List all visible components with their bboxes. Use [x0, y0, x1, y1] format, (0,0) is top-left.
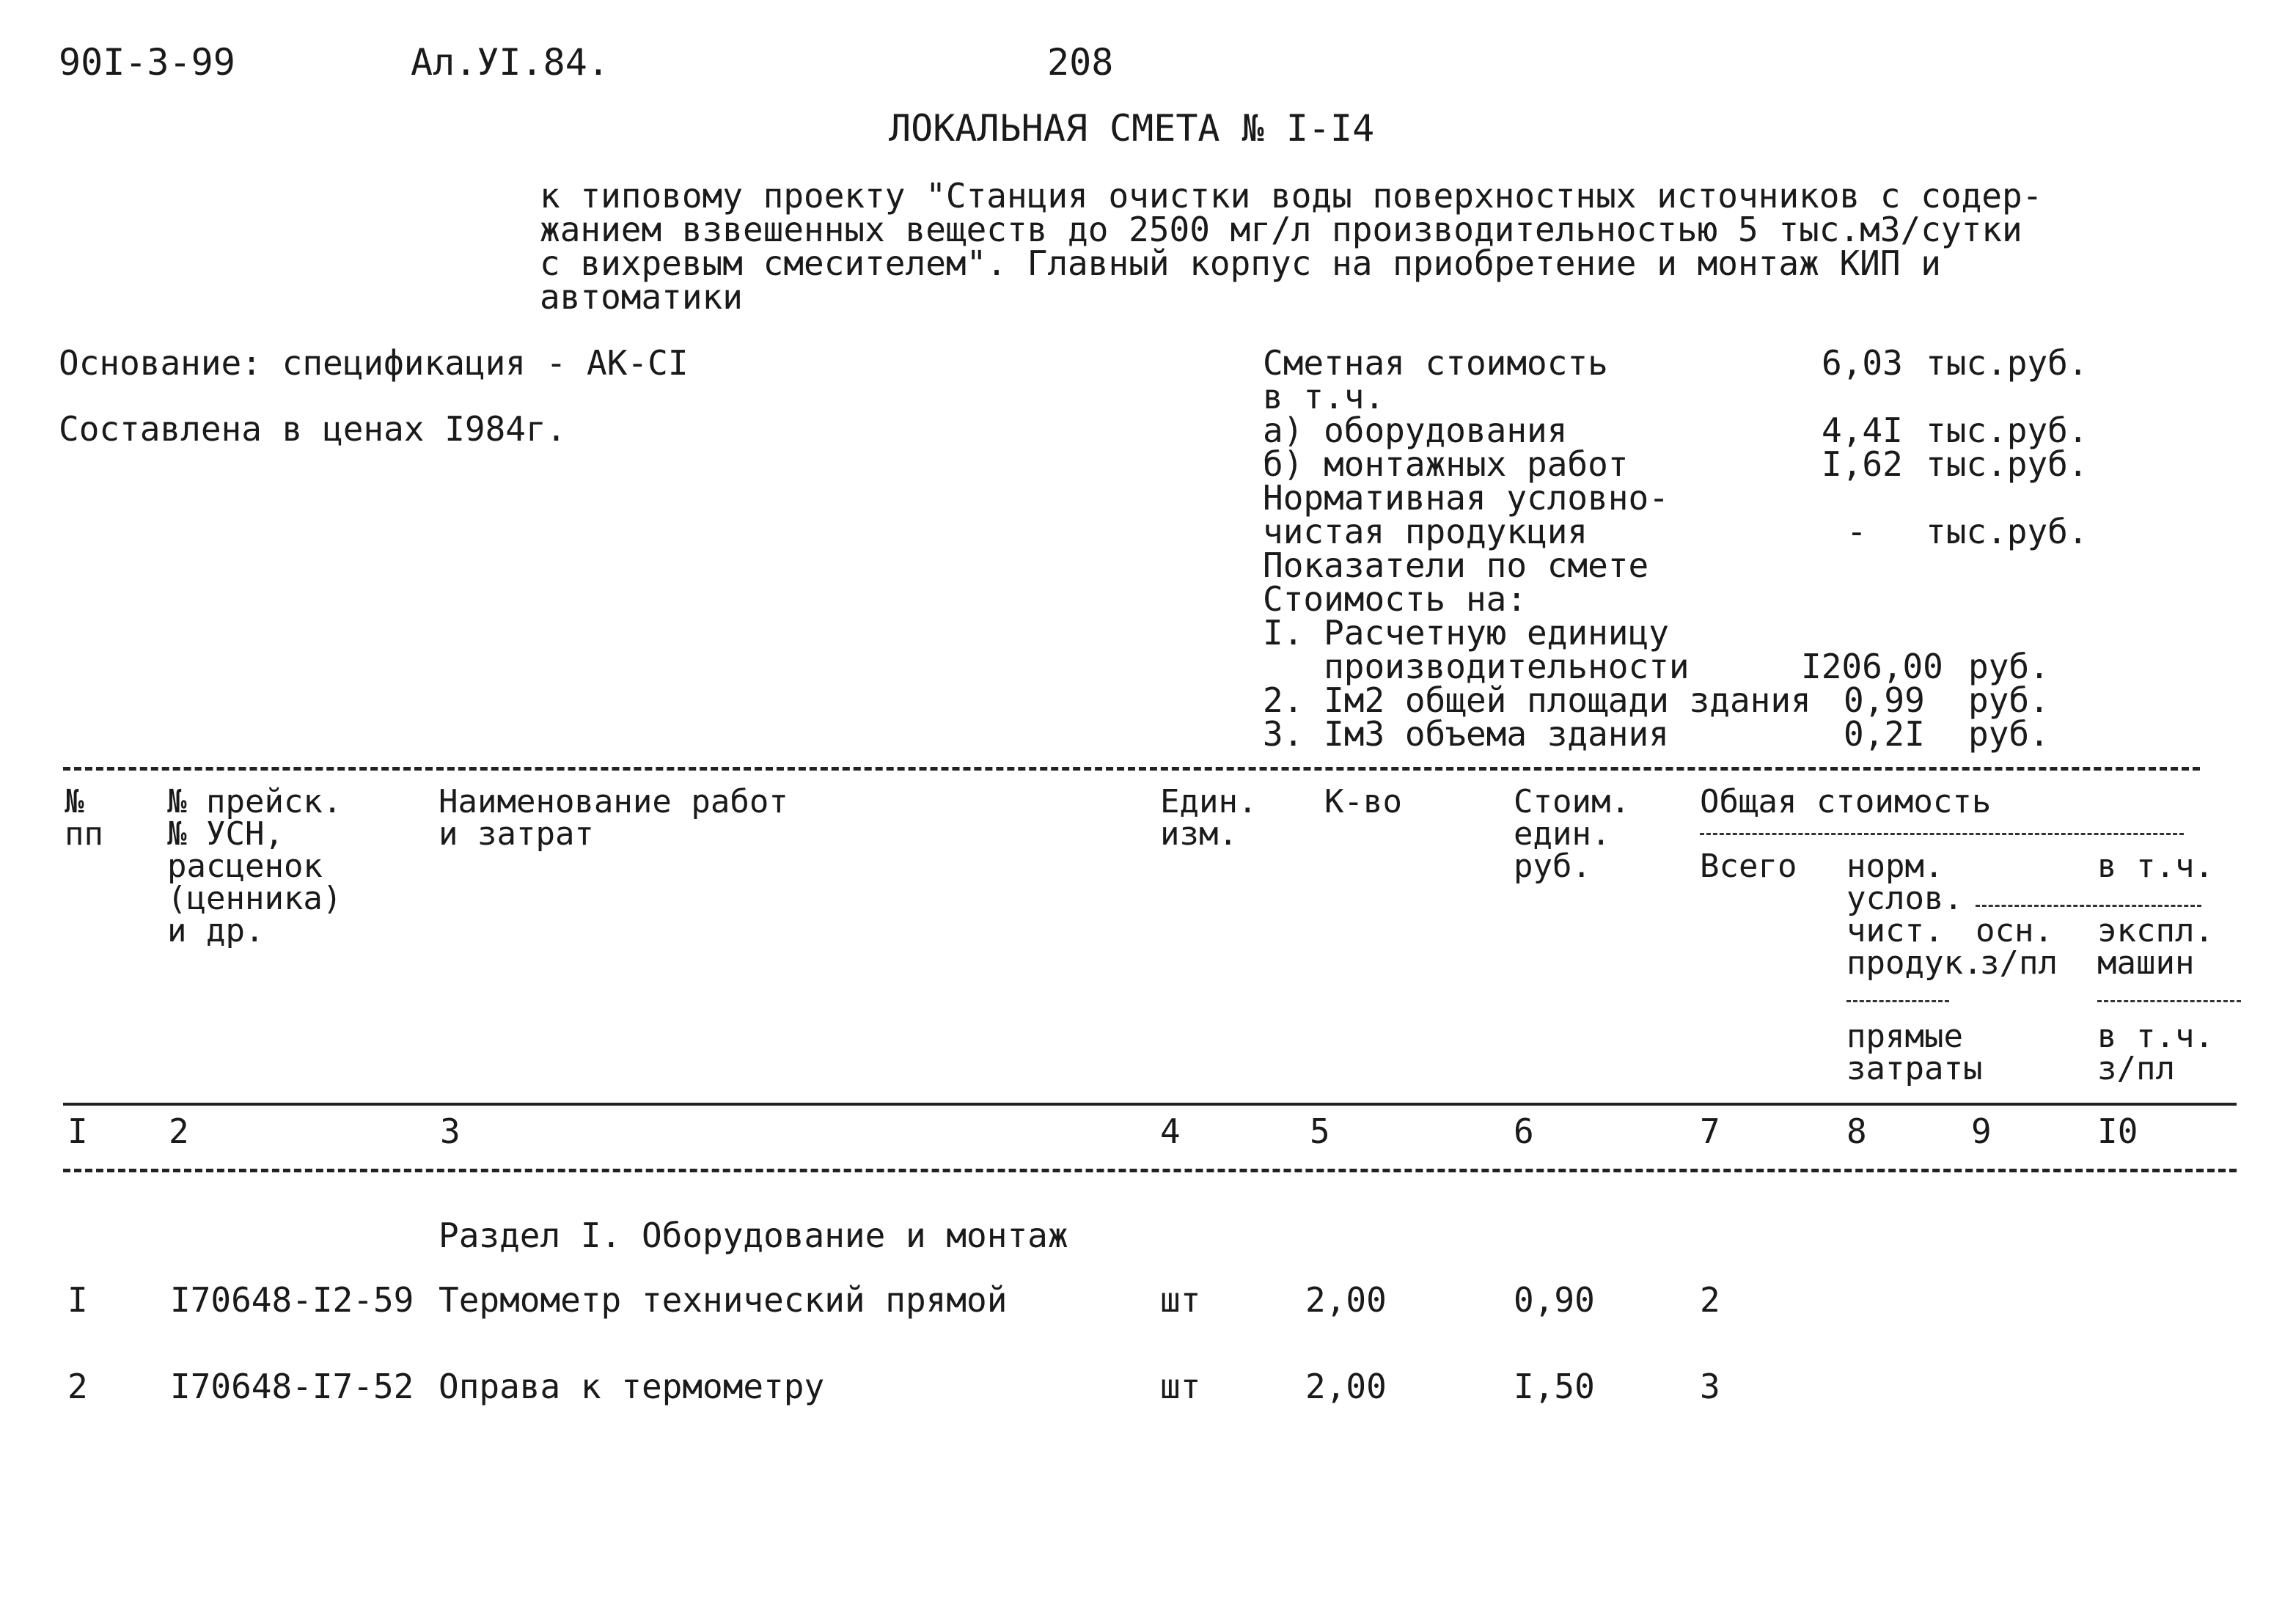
- header-total-cost: Общая стоимость: [1700, 783, 1992, 820]
- subtitle-line: жанием взвешенных веществ до 2500 мг/л производительностью 5 тыс.м3/сутки: [540, 210, 2022, 249]
- row-qty: 2,00: [1305, 1367, 1387, 1406]
- document-title: ЛОКАЛЬНАЯ СМЕТА № I-I4: [889, 107, 1375, 150]
- estimate-label: а) оборудования: [1263, 411, 1568, 450]
- table-rule: [63, 1103, 2237, 1106]
- row-number: 2: [67, 1367, 88, 1406]
- estimate-label: чистая продукция: [1263, 512, 1588, 551]
- header-incl: в т.ч.: [2097, 848, 2214, 885]
- indicator-label: 3. Iм3 объема здания: [1263, 714, 1669, 754]
- header-norm: чист.: [1846, 912, 1944, 949]
- row-unit: шт: [1160, 1367, 1201, 1406]
- estimate-value: 6,03: [1822, 343, 1903, 383]
- indicator-value: 0,99: [1844, 680, 1925, 720]
- header-col2: № УСН,: [167, 815, 284, 853]
- header-col2: и др.: [167, 912, 265, 949]
- header-incl-zpl: в т.ч.: [2097, 1018, 2214, 1055]
- estimate-unit: тыс.руб.: [1926, 343, 2088, 383]
- header-norm: норм.: [1846, 848, 1944, 885]
- column-number: I0: [2097, 1112, 2138, 1151]
- row-code: I70648-I7-52: [170, 1367, 414, 1406]
- row-unit: шт: [1160, 1280, 1201, 1320]
- header-osn: з/пл: [1980, 944, 2058, 982]
- estimate-label: Стоимость на:: [1263, 579, 1527, 619]
- header-expl: машин: [2097, 944, 2195, 982]
- header-osn: осн.: [1976, 912, 2053, 949]
- header-col1: пп: [65, 815, 103, 853]
- table-rule: [63, 1169, 2237, 1172]
- estimate-unit: тыс.руб.: [1926, 512, 2088, 551]
- row-name: Термометр технический прямой: [439, 1280, 1008, 1320]
- header-rule: [1846, 1000, 1949, 1002]
- estimate-value: -: [1846, 512, 1867, 551]
- basis-text: Основание: спецификация - АК-СI: [59, 343, 689, 383]
- section-title: Раздел I. Оборудование и монтаж: [439, 1216, 1068, 1255]
- header-rule: [1700, 833, 2184, 835]
- header-col2: (ценника): [167, 880, 342, 917]
- estimate-label: б) монтажных работ: [1263, 444, 1629, 484]
- row-name: Оправа к термометру: [439, 1367, 825, 1406]
- column-number: 7: [1700, 1112, 1720, 1151]
- indicator-value: 0,2I: [1844, 714, 1925, 754]
- row-qty: 2,00: [1305, 1280, 1387, 1320]
- column-number: 5: [1310, 1112, 1330, 1151]
- column-number: 6: [1514, 1112, 1534, 1151]
- indicator-unit: руб.: [1968, 680, 2050, 720]
- header-direct: затраты: [1846, 1050, 1983, 1087]
- estimate-value: I,62: [1822, 444, 1903, 484]
- header-col4: Един.: [1160, 783, 1258, 820]
- indicator-value: I206,00: [1801, 647, 1943, 686]
- row-price: I,50: [1514, 1367, 1595, 1406]
- subtitle-line: к типовому проекту "Станция очистки воды поверхностных источников с содер-: [540, 176, 2043, 216]
- estimate-value: 4,4I: [1822, 411, 1903, 450]
- header-col6: един.: [1514, 815, 1611, 853]
- indicator-label: производительности: [1263, 647, 1690, 686]
- column-number: 3: [440, 1112, 461, 1151]
- row-total: 3: [1700, 1367, 1720, 1406]
- row-price: 0,90: [1514, 1280, 1595, 1320]
- estimate-label: I. Расчетную единицу: [1263, 613, 1669, 653]
- row-code: I70648-I2-59: [170, 1280, 414, 1320]
- prices-text: Составлена в ценах I984г.: [59, 409, 567, 449]
- header-col3: Наименование работ: [439, 783, 788, 820]
- indicator-unit: руб.: [1968, 714, 2050, 754]
- subtitle-line: с вихревым смесителем". Главный корпус на приобретение и монтаж КИП и: [540, 243, 1941, 283]
- indicator-unit: руб.: [1968, 647, 2050, 686]
- estimate-label: в т.ч.: [1263, 377, 1385, 416]
- row-total: 2: [1700, 1280, 1720, 1320]
- header-expl: экспл.: [2097, 912, 2214, 949]
- header-direct: прямые: [1846, 1018, 1963, 1055]
- estimate-unit: тыс.руб.: [1926, 411, 2088, 450]
- page-number: 208: [1047, 41, 1114, 84]
- estimate-label: Сметная стоимость: [1263, 343, 1608, 383]
- album-number: Ал.УI.84.: [411, 41, 609, 84]
- indicator-label: 2. Iм2 общей площади здания: [1263, 680, 1811, 720]
- header-col6: руб.: [1514, 848, 1591, 885]
- header-all: Всего: [1700, 848, 1797, 885]
- column-number: I: [67, 1112, 88, 1151]
- estimate-unit: тыс.руб.: [1926, 444, 2088, 484]
- header-incl-zpl: з/пл: [2097, 1050, 2175, 1087]
- header-rule: [1976, 905, 2201, 907]
- document-code: 90I-3-99: [59, 41, 235, 84]
- table-top-rule: [63, 767, 2200, 771]
- subtitle-line: автоматики: [540, 277, 743, 317]
- header-col5: К-во: [1324, 783, 1402, 820]
- header-norm: продук.: [1846, 944, 1983, 982]
- header-col2: № прейск.: [167, 783, 342, 820]
- estimate-label: Показатели по смете: [1263, 545, 1649, 585]
- header-norm: услов.: [1846, 880, 1963, 917]
- column-number: 2: [169, 1112, 189, 1151]
- header-col2: расценок: [167, 848, 323, 885]
- column-number: 4: [1160, 1112, 1181, 1151]
- header-col3: и затрат: [439, 815, 594, 853]
- column-number: 8: [1846, 1112, 1867, 1151]
- header-col1: №: [65, 783, 84, 820]
- header-col6: Стоим.: [1514, 783, 1630, 820]
- header-col4: изм.: [1160, 815, 1238, 853]
- estimate-label: Нормативная условно-: [1263, 478, 1669, 518]
- header-rule: [2097, 1000, 2241, 1002]
- row-number: I: [67, 1280, 88, 1320]
- column-number: 9: [1971, 1112, 1992, 1151]
